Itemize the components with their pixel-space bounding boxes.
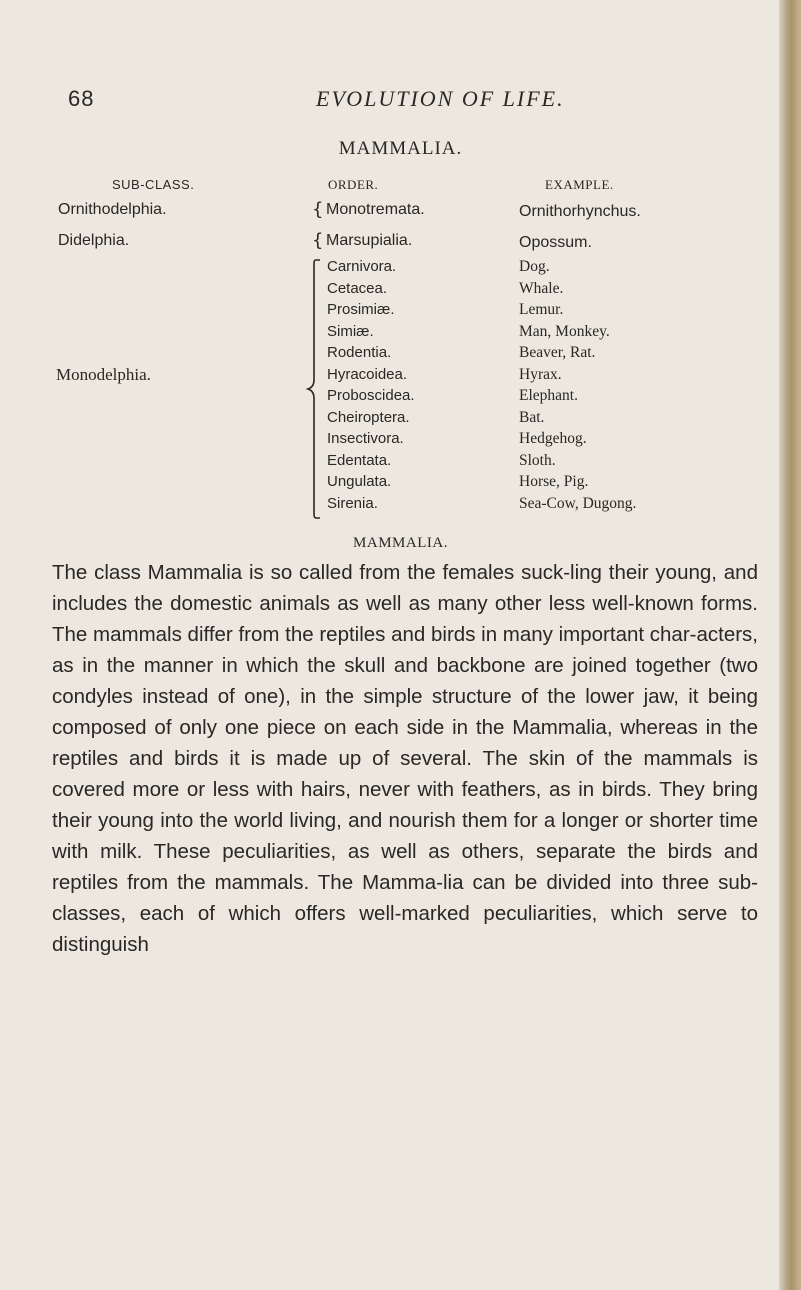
subclass-didelphia: Didelphia.	[58, 232, 130, 249]
column-header-example: EXAMPLE.	[545, 177, 614, 192]
running-title: EVOLUTION OF LIFE.	[316, 86, 565, 111]
large-brace-icon	[300, 258, 322, 520]
order-monotremata: Monotremata.	[326, 201, 425, 218]
order-item: Prosimiæ.	[327, 301, 395, 318]
page-edge-shadow	[779, 0, 801, 1290]
example-item: Bat.	[519, 408, 545, 426]
order-marsupialia: Marsupialia.	[326, 232, 413, 249]
example-ornithorhynchus: Ornithorhynchus.	[519, 203, 641, 220]
example-item: Horse, Pig.	[519, 473, 589, 490]
monodelphia-examples-list	[519, 256, 636, 514]
example-item: Man, Monkey.	[519, 322, 610, 340]
order-item: Ungulata.	[327, 473, 392, 490]
order-item: Rodentia.	[327, 344, 392, 361]
order-item: Cheiroptera.	[327, 408, 410, 426]
page-header	[68, 86, 758, 116]
brace-small-icon: {	[312, 230, 324, 251]
order-item: Proboscidea.	[327, 387, 415, 404]
subclass-monodelphia: Monodelphia.	[56, 365, 151, 384]
column-header-order: ORDER.	[328, 177, 379, 192]
table-caption-top: MAMMALIA.	[338, 138, 463, 159]
order-item: Cetacea.	[327, 279, 388, 297]
example-item: Hyrax.	[519, 365, 562, 383]
example-item: Sloth.	[519, 451, 556, 469]
subclass-ornithodelphia: Ornithodelphia.	[58, 201, 167, 218]
order-item: Simiæ.	[327, 322, 374, 340]
example-item: Elephant.	[519, 387, 578, 404]
order-item: Hyracoidea.	[327, 365, 408, 383]
order-item: Insectivora.	[327, 430, 404, 447]
page-number: 68	[68, 86, 95, 111]
example-item: Lemur.	[519, 301, 564, 318]
example-opossum: Opossum.	[519, 234, 592, 251]
example-item: Hedgehog.	[519, 430, 587, 447]
example-item: Whale.	[519, 279, 564, 297]
body-paragraph: The class Mammalia is so called from the females suck-ling their young, and includes the domestic animals as well as many other less well-known forms. The mammals differ from the reptiles and birds in many important char-acters, as in the manner in which the skull and backbone are joined together (two condyles instead of one), in the simple structure of the lower jaw, it being composed of only one piece on each side in the Mammalia, whereas in the reptiles and birds it is made up of several. The skin of the mammals is covered more or less with hairs, never with feathers, as in birds. They bring their young into the world living, and nourish them for a longer or shorter time with milk. These peculiarities, as well as others, separate the birds and reptiles from the mammals. The Mamma-lia can be divided into three sub-classes, each of which offers well-marked peculiarities, which serve to distinguish	[52, 561, 758, 956]
monodelphia-orders-list	[327, 256, 415, 514]
order-item: Carnivora.	[327, 258, 397, 275]
example-item: Sea-Cow, Dugong.	[519, 494, 637, 512]
column-header-subclass: SUB-CLASS.	[112, 177, 195, 192]
order-item: Sirenia.	[327, 494, 378, 512]
brace-small-icon: {	[312, 199, 324, 220]
table-caption-bottom: MAMMALIA.	[353, 535, 448, 551]
example-item: Beaver, Rat.	[519, 344, 596, 361]
order-item: Edentata.	[327, 451, 392, 469]
example-item: Dog.	[519, 258, 550, 275]
